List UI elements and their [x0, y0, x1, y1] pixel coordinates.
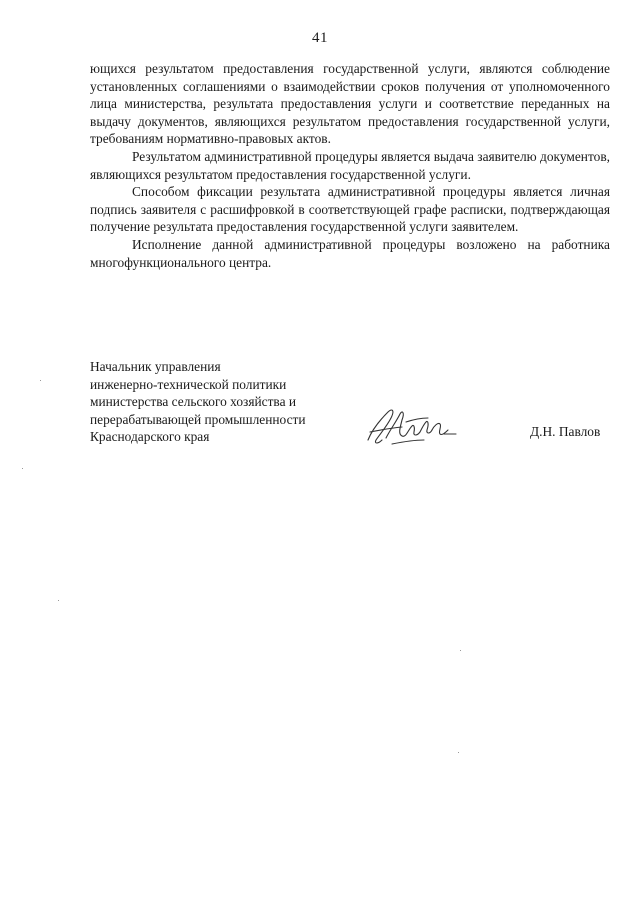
- paragraph: Результатом административной процедуры является выдача заявителю документов, являющихся результатом предоставления государственной услуги.: [90, 148, 610, 182]
- position-line: министерства сельского хозяйства и: [90, 394, 297, 410]
- position-line: перерабатывающей промышленности: [90, 411, 306, 427]
- signatory-position: [90, 358, 350, 446]
- handwritten-signature: [362, 400, 462, 452]
- position-line: Краснодарского края: [90, 429, 210, 445]
- paragraph: Способом фиксации результата административной процедуры является личная подпись заявителя с расшифровкой в соответствующей графе расписки, подтверждающая получение результата предоставления государственной услуги заявителем.: [90, 184, 610, 235]
- signatory-name: Д.Н. Павлов: [530, 424, 601, 439]
- body-text: [90, 60, 610, 271]
- position-line: инженерно-технической политики: [90, 376, 287, 392]
- paragraph: Исполнение данной административной процедуры возложено на работника многофункционального центра.: [90, 236, 610, 270]
- position-line: Начальник управления: [90, 359, 221, 374]
- scan-speck: [460, 650, 461, 651]
- scan-speck: [40, 380, 41, 381]
- scan-speck: [22, 468, 23, 469]
- page-number: 41: [312, 30, 328, 46]
- scan-speck: [458, 752, 459, 753]
- paragraph: ющихся результатом предоставления государственной услуги, являются соблюдение установленных соглашениями о взаимодействии сроков получения от уполномоченного лица министерства, результата предоставления услуги и соответствие переданных на выдачу документов, являющихся результатом предоставления государственной услуги, требованиям нормативно-правовых актов.: [90, 61, 610, 147]
- scan-speck: [58, 600, 59, 601]
